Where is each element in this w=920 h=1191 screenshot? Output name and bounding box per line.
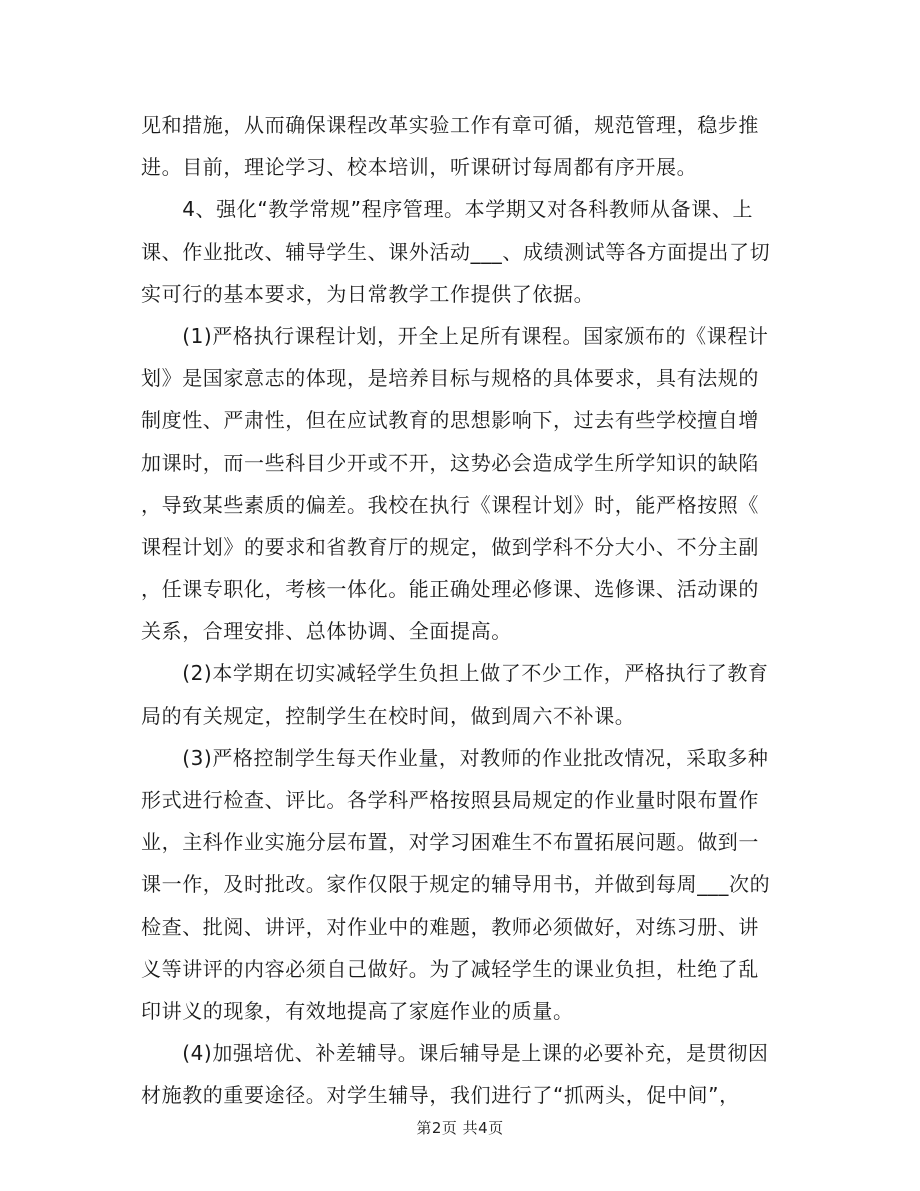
text-line: 形式进行检查、评比。各学科严格按照县局规定的作业量时限布置作: [141, 788, 759, 812]
text-line: ，导致某些素质的偏差。我校在执行《课程计划》时，能严格按照《: [141, 492, 759, 517]
text-line: 材施教的重要途径。对学生辅导，我们进行了“抓两头，促中间”，: [141, 1083, 740, 1108]
text-line: ，任课专职化，考核一体化。能正确处理必修课、选修课、活动课的: [141, 577, 759, 602]
text-line: 制度性、严肃性，但在应试教育的思想影响下，过去有些学校擅自增: [141, 408, 759, 433]
text-line: 局的有关规定，控制学生在校时间，做到周六不补课。: [141, 703, 636, 728]
page-number-footer: 第2页 共4页: [416, 1119, 504, 1137]
text-line: 课程计划》的要求和省教育厅的规定，做到学科不分大小、不分主副: [141, 534, 759, 559]
text-line: 课、作业批改、辅导学生、课外活动___、成绩测试等各方面提出了切: [141, 239, 771, 264]
text-line: (2)本学期在切实减轻学生负担上做了不少工作，严格执行了教育: [141, 661, 769, 686]
text-line: 义等讲评的内容必须自己做好。为了减轻学生的课业负担，杜绝了乱: [141, 956, 759, 981]
text-line: 4、强化“教学常规”程序管理。本学期又对各科教师从备课、上: [141, 197, 754, 222]
text-line: 业，主科作业实施分层布置，对学习困难生不布置拓展问题。做到一: [141, 830, 759, 855]
text-line: 进。目前，理论学习、校本培训，听课研讨每周都有序开展。: [141, 155, 698, 180]
text-line: 实可行的基本要求，为日常教学工作提供了依据。: [141, 281, 595, 306]
text-line: 划》是国家意志的体现，是培养目标与规格的具体要求，具有法规的: [141, 366, 759, 391]
text-line: (1)严格执行课程计划，开全上足所有课程。国家颁布的《课程计: [141, 323, 769, 348]
text-line: (3)严格控制学生每天作业量，对教师的作业批改情况，采取多种: [141, 745, 769, 770]
text-line: 见和措施，从而确保课程改革实验工作有章可循，规范管理，稳步推: [141, 113, 759, 137]
document-body: [141, 104, 781, 1117]
text-line: 加课时，而一些科目少开或不开，这势必会造成学生所学知识的缺陷: [141, 450, 759, 475]
text-line: 印讲义的现象，有效地提高了家庭作业的质量。: [141, 998, 574, 1023]
text-line: (4)加强培优、补差辅导。课后辅导是上课的必要补充，是贯彻因: [141, 1041, 769, 1066]
text-line: 检查、批阅、讲评，对作业中的难题，教师必须做好，对练习册、讲: [141, 914, 759, 939]
text-line: 课一作，及时批改。家作仅限于规定的辅导用书，并做到每周___次的: [141, 872, 771, 897]
text-line: 关系，合理安排、总体协调、全面提高。: [141, 619, 512, 644]
